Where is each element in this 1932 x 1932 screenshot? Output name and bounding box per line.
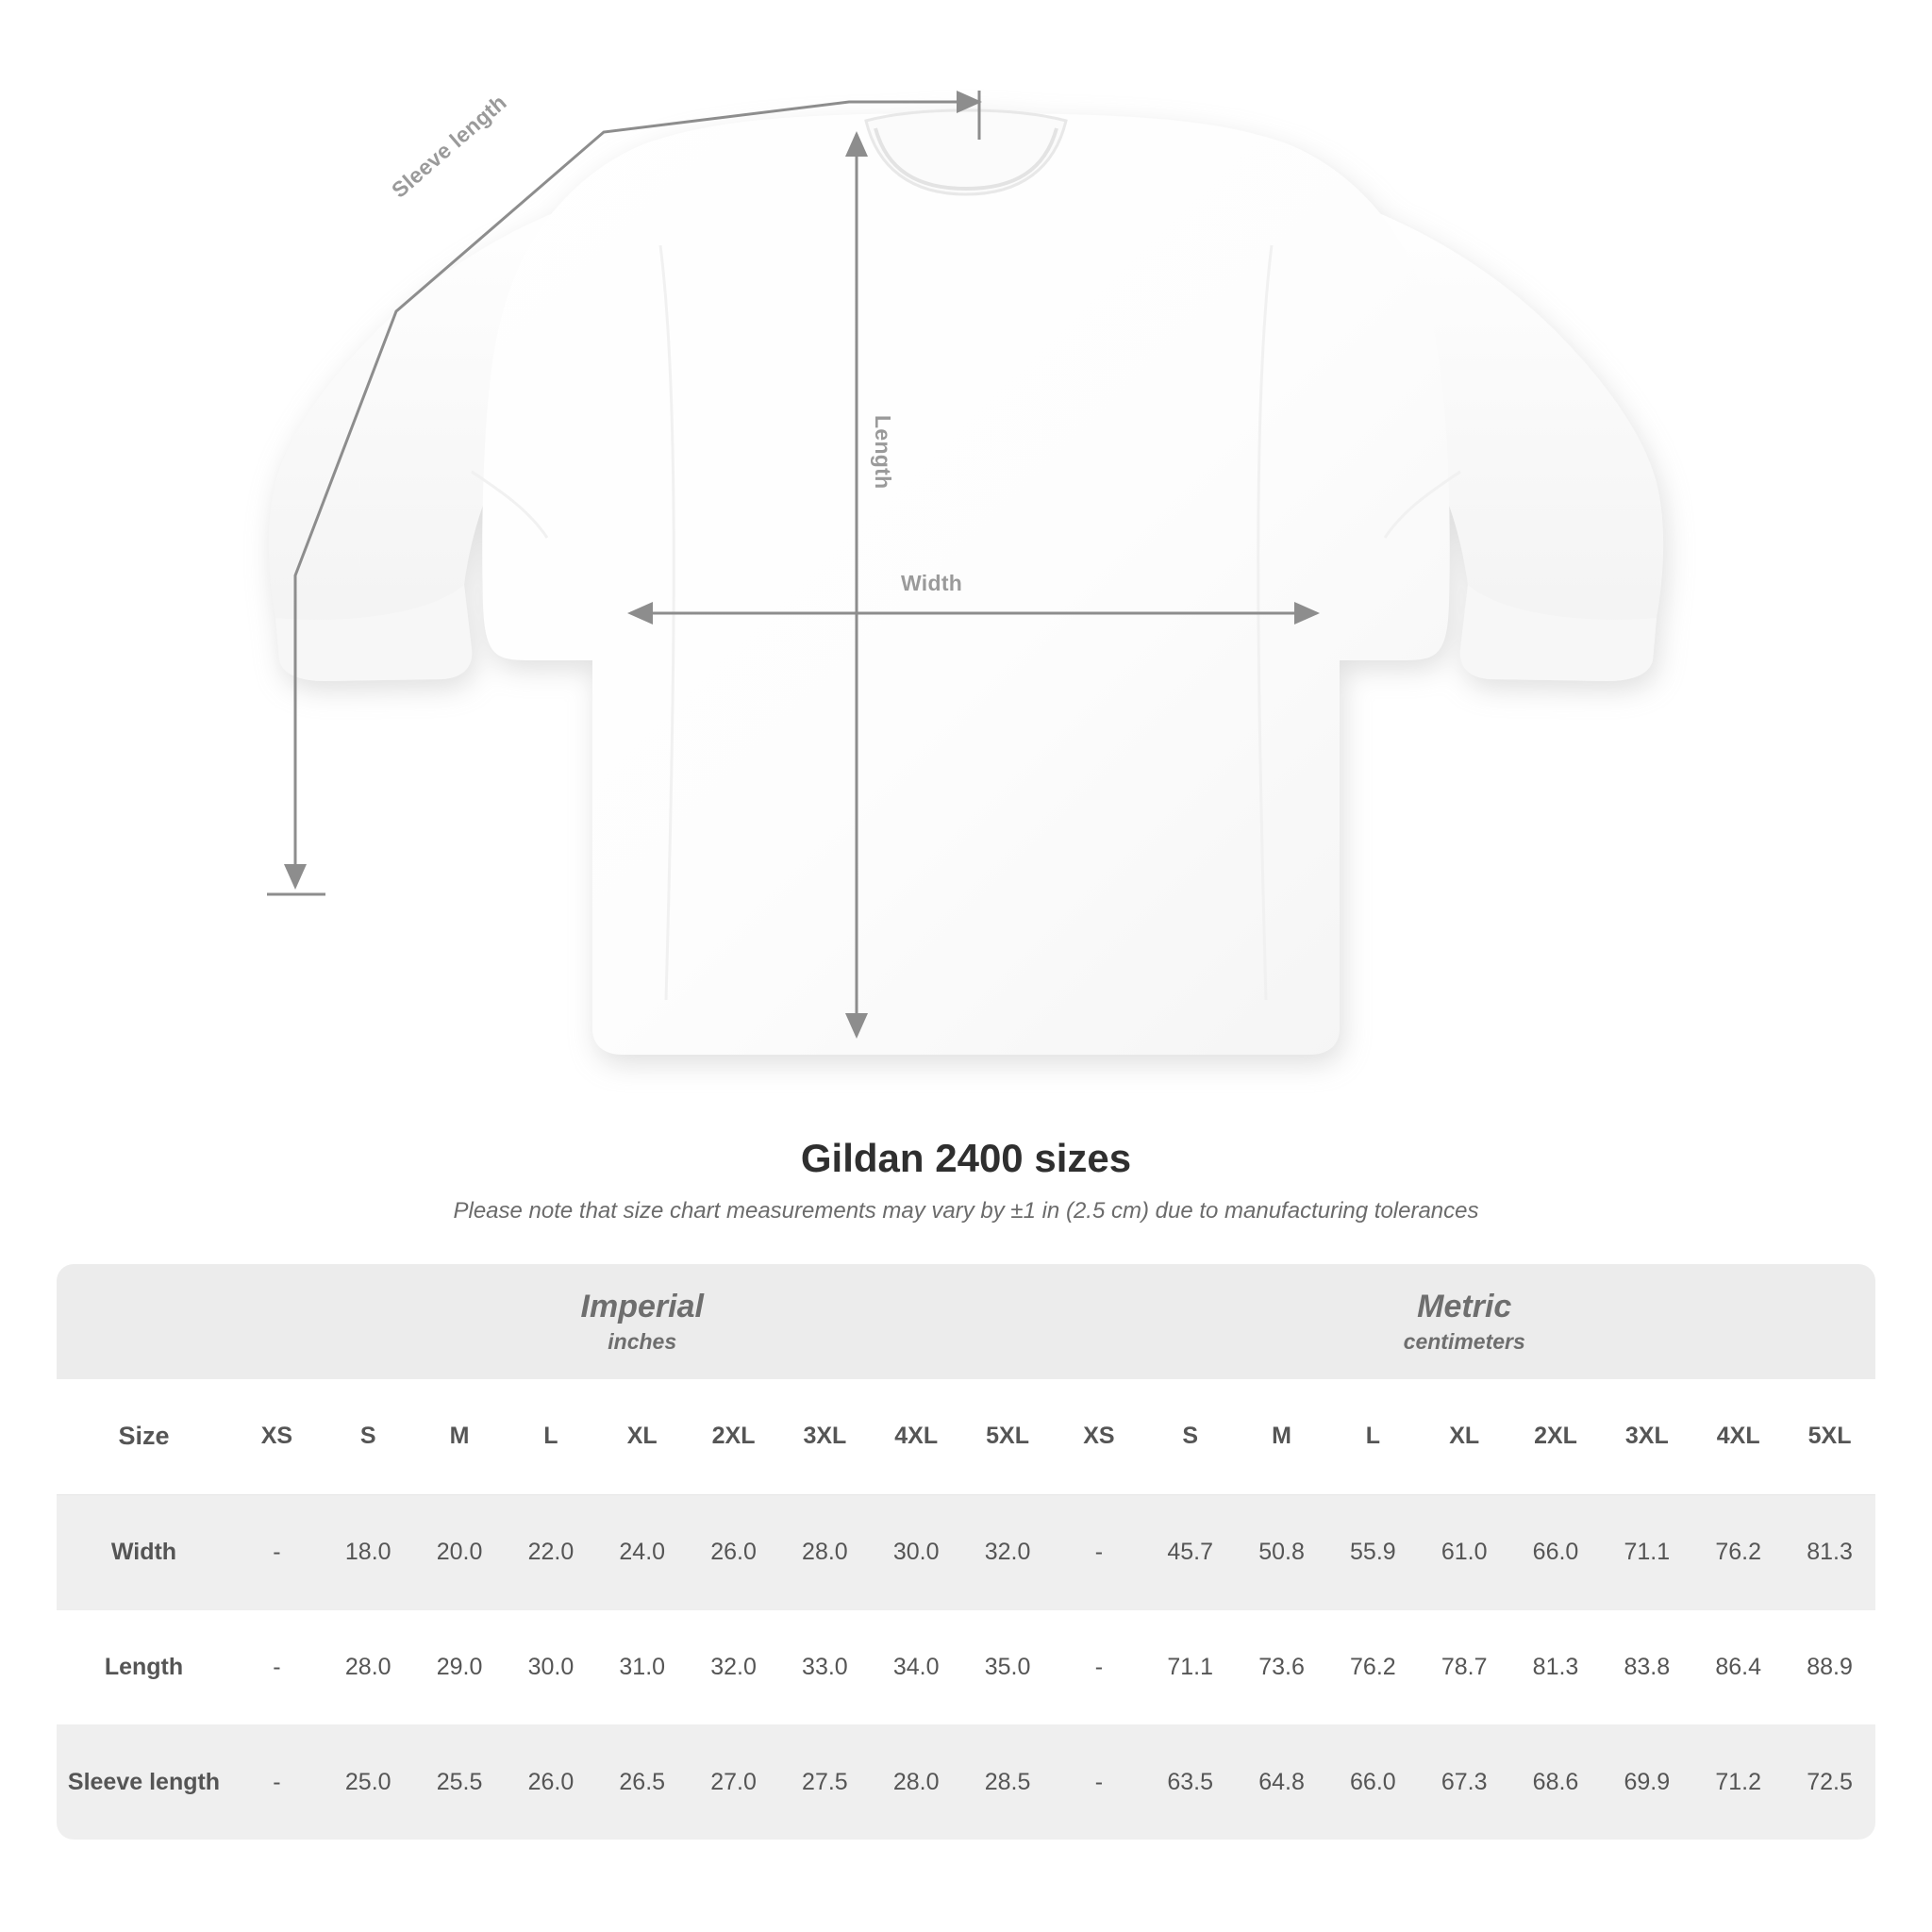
size-col-imperial-l: L <box>505 1379 596 1494</box>
width-metric-xl: 61.0 <box>1419 1494 1510 1609</box>
length-imperial-2xl: 32.0 <box>688 1609 779 1724</box>
sleeve-imperial-m: 25.5 <box>414 1724 506 1840</box>
size-header-row <box>57 1379 1875 1494</box>
length-metric-xl: 78.7 <box>1419 1609 1510 1724</box>
sleeve-imperial-l: 26.0 <box>505 1724 596 1840</box>
sleeve-length-dimension-line <box>295 102 979 887</box>
sleeve-metric-m: 64.8 <box>1236 1724 1327 1840</box>
sleeve-imperial-s: 25.0 <box>323 1724 414 1840</box>
imperial-unit-header <box>231 1264 1053 1379</box>
width-imperial-5xl: 32.0 <box>962 1494 1054 1609</box>
size-col-imperial-xs: XS <box>231 1379 323 1494</box>
sleeve-imperial-xl: 26.5 <box>596 1724 688 1840</box>
width-imperial-m: 20.0 <box>414 1494 506 1609</box>
title-block <box>0 1136 1932 1224</box>
imperial-unit-name: Imperial <box>580 1288 704 1324</box>
length-imperial-3xl: 33.0 <box>779 1609 871 1724</box>
size-table <box>57 1264 1875 1840</box>
length-metric-3xl: 83.8 <box>1601 1609 1692 1724</box>
chart-title: Gildan 2400 sizes <box>800 1136 1132 1180</box>
width-metric-l: 55.9 <box>1327 1494 1419 1609</box>
row-label-width: Width <box>57 1494 231 1609</box>
sleeve-metric-2xl: 68.6 <box>1510 1724 1602 1840</box>
length-imperial-l: 30.0 <box>505 1609 596 1724</box>
sleeve-length-label: Sleeve length <box>387 90 511 203</box>
size-col-imperial-s: S <box>323 1379 414 1494</box>
size-col-imperial-xl: XL <box>596 1379 688 1494</box>
row-label-length: Length <box>57 1609 231 1724</box>
imperial-unit-sub: inches <box>608 1329 677 1355</box>
length-imperial-xs: - <box>231 1609 323 1724</box>
length-imperial-xl: 31.0 <box>596 1609 688 1724</box>
size-col-metric-xl: XL <box>1419 1379 1510 1494</box>
metric-unit-header <box>1053 1264 1875 1379</box>
sleeve-metric-4xl: 71.2 <box>1692 1724 1784 1840</box>
size-col-metric-xs: XS <box>1053 1379 1144 1494</box>
width-metric-3xl: 71.1 <box>1601 1494 1692 1609</box>
width-metric-xs: - <box>1053 1494 1144 1609</box>
length-imperial-5xl: 35.0 <box>962 1609 1054 1724</box>
size-col-imperial-2xl: 2XL <box>688 1379 779 1494</box>
width-imperial-s: 18.0 <box>323 1494 414 1609</box>
width-metric-4xl: 76.2 <box>1692 1494 1784 1609</box>
size-col-imperial-3xl: 3XL <box>779 1379 871 1494</box>
table-row <box>57 1724 1875 1840</box>
length-metric-l: 76.2 <box>1327 1609 1419 1724</box>
length-imperial-4xl: 34.0 <box>871 1609 962 1724</box>
width-metric-5xl: 81.3 <box>1784 1494 1875 1609</box>
chart-subtitle: Please note that size chart measurements may vary by ±1 in (2.5 cm) due to manufacturing tolerances <box>453 1198 1479 1224</box>
sleeve-imperial-xs: - <box>231 1724 323 1840</box>
size-col-metric-2xl: 2XL <box>1510 1379 1602 1494</box>
length-metric-5xl: 88.9 <box>1784 1609 1875 1724</box>
width-imperial-xs: - <box>231 1494 323 1609</box>
length-metric-m: 73.6 <box>1236 1609 1327 1724</box>
sleeve-imperial-2xl: 27.0 <box>688 1724 779 1840</box>
size-col-imperial-4xl: 4XL <box>871 1379 962 1494</box>
size-col-metric-l: L <box>1327 1379 1419 1494</box>
unit-spacer-cell <box>57 1264 231 1379</box>
size-col-metric-4xl: 4XL <box>1692 1379 1784 1494</box>
sleeve-imperial-4xl: 28.0 <box>871 1724 962 1840</box>
size-col-metric-m: M <box>1236 1379 1327 1494</box>
width-metric-s: 45.7 <box>1144 1494 1236 1609</box>
sleeve-metric-3xl: 69.9 <box>1601 1724 1692 1840</box>
sleeve-metric-5xl: 72.5 <box>1784 1724 1875 1840</box>
unit-header-row <box>57 1264 1875 1379</box>
width-label: Width <box>901 571 963 595</box>
length-metric-4xl: 86.4 <box>1692 1609 1784 1724</box>
size-col-metric-5xl: 5XL <box>1784 1379 1875 1494</box>
sleeve-imperial-5xl: 28.5 <box>962 1724 1054 1840</box>
length-metric-xs: - <box>1053 1609 1144 1724</box>
metric-unit-name: Metric <box>1417 1288 1512 1324</box>
length-label: Length <box>871 415 895 490</box>
sleeve-metric-xl: 67.3 <box>1419 1724 1510 1840</box>
width-metric-m: 50.8 <box>1236 1494 1327 1609</box>
width-imperial-4xl: 30.0 <box>871 1494 962 1609</box>
length-imperial-s: 28.0 <box>323 1609 414 1724</box>
table-row <box>57 1609 1875 1724</box>
width-imperial-3xl: 28.0 <box>779 1494 871 1609</box>
size-col-imperial-m: M <box>414 1379 506 1494</box>
table-row <box>57 1494 1875 1609</box>
size-col-metric-s: S <box>1144 1379 1236 1494</box>
size-col-imperial-5xl: 5XL <box>962 1379 1054 1494</box>
sleeve-metric-s: 63.5 <box>1144 1724 1236 1840</box>
width-imperial-2xl: 26.0 <box>688 1494 779 1609</box>
metric-unit-sub: centimeters <box>1403 1329 1525 1355</box>
length-metric-s: 71.1 <box>1144 1609 1236 1724</box>
length-imperial-m: 29.0 <box>414 1609 506 1724</box>
sleeve-metric-xs: - <box>1053 1724 1144 1840</box>
size-header-cell: Size <box>57 1379 231 1494</box>
row-label-sleeve-length: Sleeve length <box>57 1724 231 1840</box>
size-table-wrapper <box>57 1264 1875 1840</box>
size-col-metric-3xl: 3XL <box>1601 1379 1692 1494</box>
width-metric-2xl: 66.0 <box>1510 1494 1602 1609</box>
sleeve-imperial-3xl: 27.5 <box>779 1724 871 1840</box>
width-imperial-xl: 24.0 <box>596 1494 688 1609</box>
length-metric-2xl: 81.3 <box>1510 1609 1602 1724</box>
sleeve-metric-l: 66.0 <box>1327 1724 1419 1840</box>
width-imperial-l: 22.0 <box>505 1494 596 1609</box>
